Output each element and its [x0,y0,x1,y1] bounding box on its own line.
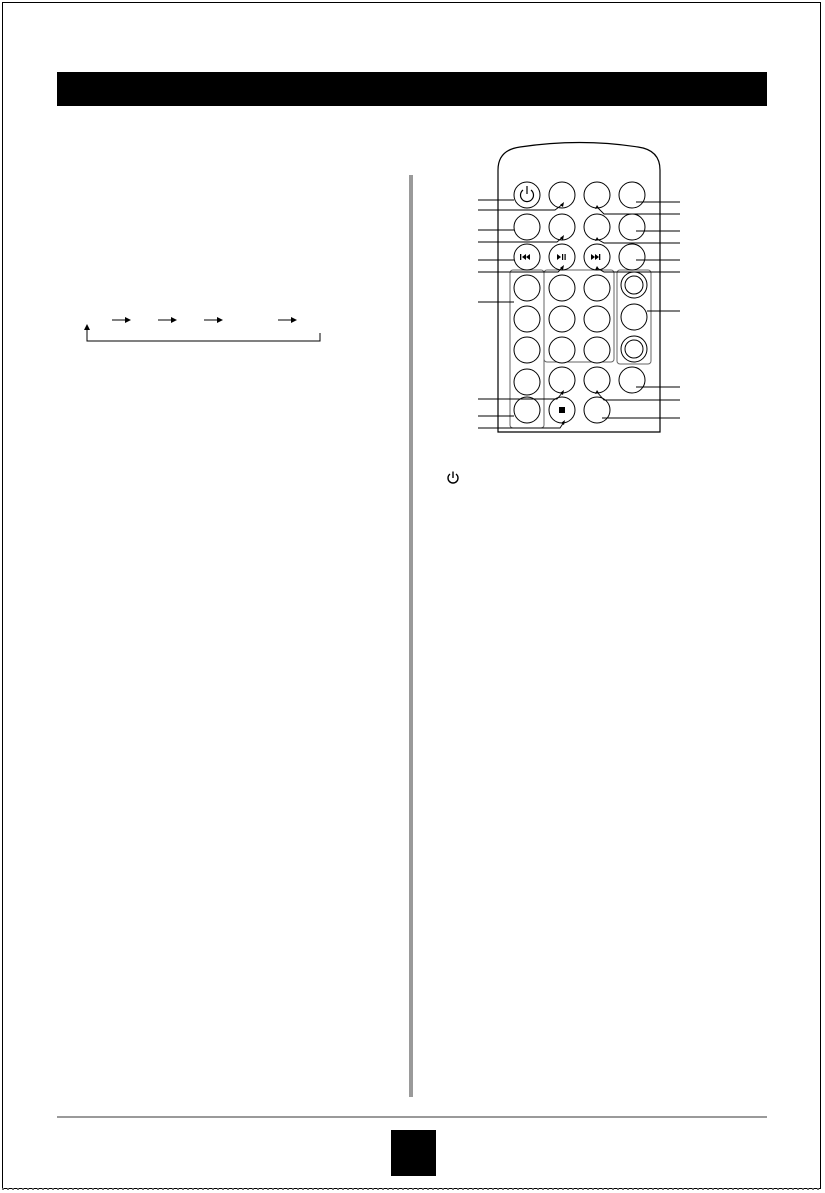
remote-button-r9c3 [584,397,610,423]
bottom-dotted-border [2,1188,821,1190]
remote-button-r1c4 [619,182,645,208]
remote-button-r2c2 [549,214,575,240]
remote-button-r8c3 [584,367,610,393]
stop-icon [559,407,565,413]
remote-button-r2c4 [619,214,645,240]
remote-button-r8c4 [619,367,645,393]
cycle-arrow-diagram [80,308,330,348]
remote-button-vol-mid [621,304,647,330]
remote-number-key [514,369,540,395]
section-header-bar [57,72,767,106]
remote-button-r8c2 [549,367,575,393]
remote-button-r2c3 [584,214,610,240]
remote-button-r3c4 [619,244,645,270]
remote-number-key [514,337,540,363]
remote-number-key [584,306,610,332]
footer-divider [57,1116,767,1118]
remote-button-r1c3 [584,182,610,208]
remote-control-diagram [440,130,690,440]
column-divider [409,175,413,1097]
remote-number-key [514,306,540,332]
remote-button-power [514,182,540,208]
remote-button-r9c1 [514,397,540,423]
page-number-box [391,1130,436,1176]
remote-number-key [514,275,540,301]
remote-number-key [549,306,575,332]
cycle-return-line [87,328,320,341]
remote-number-key [549,337,575,363]
remote-number-key [549,275,575,301]
remote-number-key [584,275,610,301]
remote-button-r2c1 [514,214,540,240]
power-icon [445,470,461,486]
remote-number-key [584,337,610,363]
